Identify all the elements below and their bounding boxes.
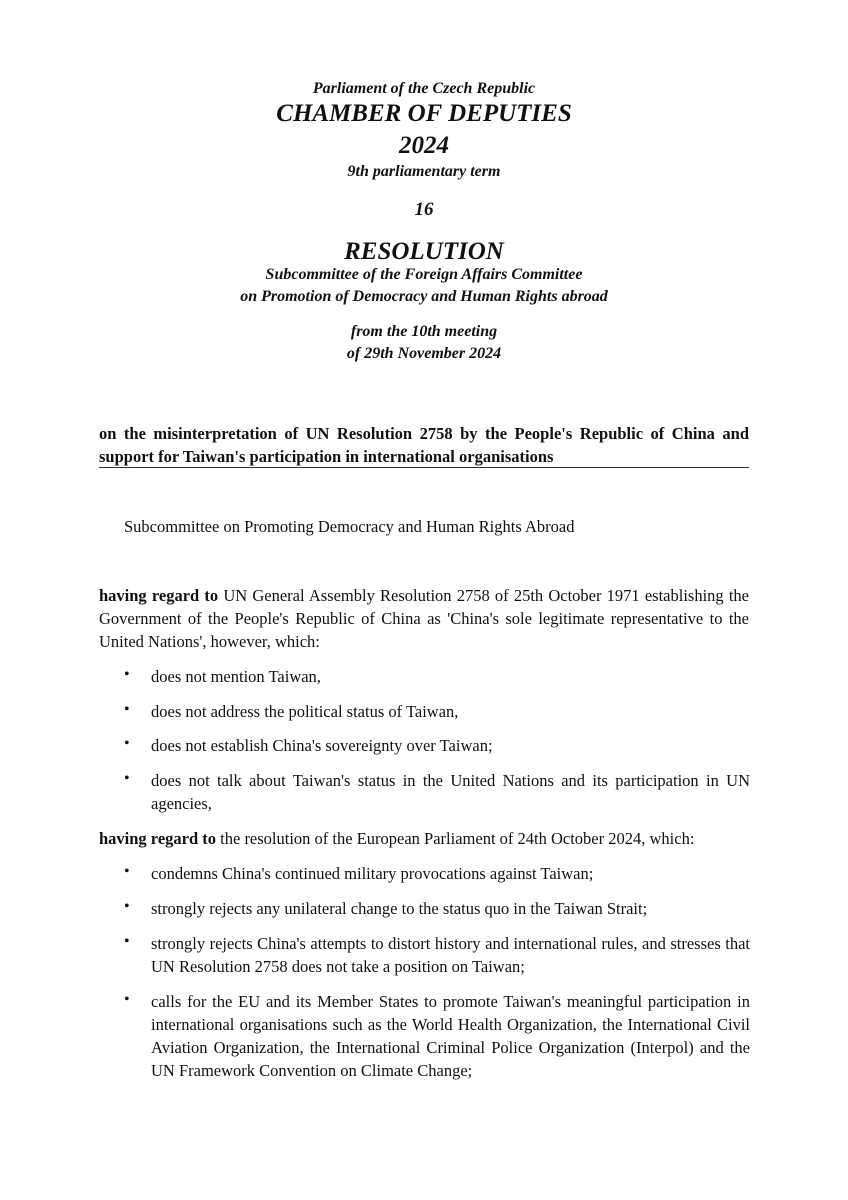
resolution-number: 16 <box>414 199 434 220</box>
subcommittee-line-1: Subcommittee of the Foreign Affairs Committee <box>265 266 583 283</box>
document-type: RESOLUTION <box>344 238 504 265</box>
subcommittee-line-2: on Promotion of Democracy and Human Rights abroad <box>240 288 608 305</box>
list-item-text: does not address the political status of Taiwan, <box>151 702 459 721</box>
bullet-icon: • <box>124 898 130 915</box>
list-item-text: does not mention Taiwan, <box>151 667 321 686</box>
acting-body: Subcommittee on Promoting Democracy and Human Rights Abroad <box>124 517 575 536</box>
list-item-text: does not establish China's sovereignty over Taiwan; <box>151 736 493 755</box>
recital-1 <box>99 584 749 653</box>
bullet-icon: • <box>124 991 130 1008</box>
list-item-text: condemns China's continued military provocations against Taiwan; <box>151 864 594 883</box>
recital-1-text: UN General Assembly Resolution 2758 of 25th October 1971 establishing the Government of the People's Republic of China as 'China's sole legitimate representative to the United Nations', however, which: <box>99 586 750 651</box>
recital-2 <box>99 827 749 850</box>
meeting-line-1: from the 10th meeting <box>350 323 498 340</box>
meeting-line-2: of 29th November 2024 <box>346 345 502 362</box>
bullet-icon: • <box>124 863 130 880</box>
list-item-text: strongly rejects any unilateral change to the status quo in the Taiwan Strait; <box>151 899 648 918</box>
list-item-text: strongly rejects China's attempts to distort history and international rules, and stresses that UN Resolution 2758 does not take a position on Taiwan; <box>151 934 750 976</box>
recital-2-lead: having regard to <box>99 829 217 848</box>
bullet-icon: • <box>124 933 130 950</box>
bullet-icon: • <box>124 701 130 718</box>
subject-divider <box>99 467 749 468</box>
resolution-subject: on the misinterpretation of UN Resolution 2758 by the People's Republic of China and support for Taiwan's participation in international organisations <box>99 424 749 466</box>
bullet-icon: • <box>124 735 130 752</box>
list-item-text: calls for the EU and its Member States to promote Taiwan's meaningful participation in international organisations such as the World Health Organization, the International Civil Aviation Organization, the International Criminal Police Organization (Interpol) and the UN Framework Convention on Climate Change; <box>151 992 750 1080</box>
recital-1-lead: having regard to <box>99 586 219 605</box>
parliamentary-term: 9th parliamentary term <box>347 163 501 180</box>
recital-2-text: the resolution of the European Parliament of 24th October 2024, which: <box>216 829 695 848</box>
bullet-icon: • <box>124 666 130 683</box>
parliament-name: Parliament of the Czech Republic <box>312 80 536 97</box>
bullet-icon: • <box>124 770 130 787</box>
year-title: 2024 <box>399 132 449 159</box>
chamber-title: CHAMBER OF DEPUTIES <box>276 100 572 127</box>
list-item-text: does not talk about Taiwan's status in the United Nations and its participation in UN agencies, <box>151 771 750 813</box>
